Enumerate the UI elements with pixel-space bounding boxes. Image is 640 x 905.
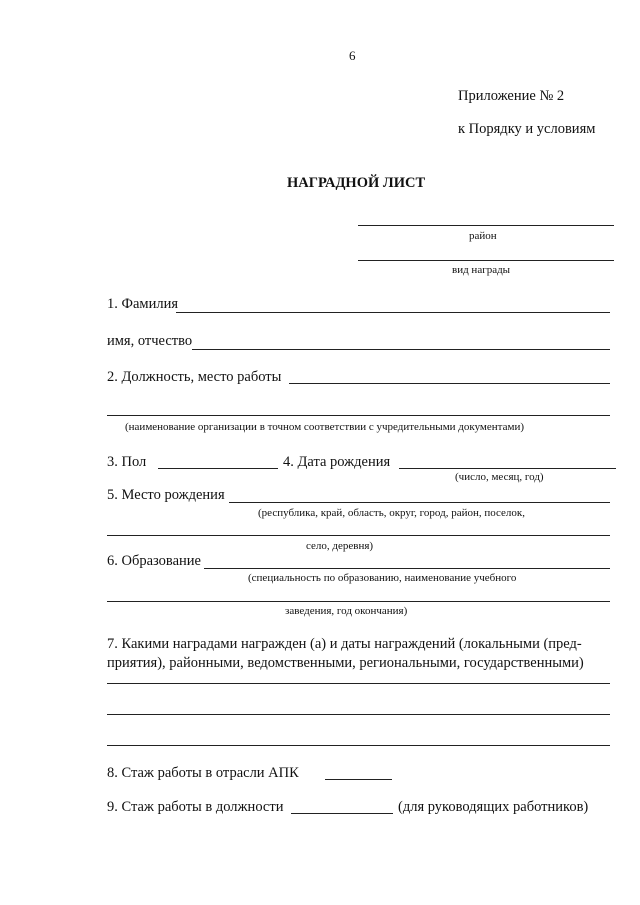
education-field-line-2[interactable] [107,601,610,602]
birthplace-caption-2: село, деревня) [306,540,374,552]
agro-experience-label: 8. Стаж работы в отрасли АПК [107,765,299,781]
sex-field-line[interactable] [158,468,278,469]
position-label: 2. Должность, место работы [107,369,282,385]
birthplace-field-line[interactable] [229,502,610,503]
organization-field-line[interactable] [107,415,610,416]
appendix-subtitle: к Порядку и условиям [458,121,596,137]
awards-field-line-3[interactable] [107,745,610,746]
surname-label: 1. Фамилия [107,296,178,312]
birthdate-caption: (число, месяц, год) [455,471,544,483]
birthdate-field-line[interactable] [399,468,616,469]
page-number: 6 [349,48,356,63]
education-field-line[interactable] [204,568,610,569]
surname-field-line[interactable] [176,312,610,313]
awards-field-line-1[interactable] [107,683,610,684]
position-experience-label: 9. Стаж работы в должности [107,799,284,815]
birthplace-field-line-2[interactable] [107,535,610,536]
education-caption-2: заведения, год окончания) [285,605,408,617]
agro-experience-field-line[interactable] [325,779,392,780]
birthdate-label: 4. Дата рождения [283,454,391,470]
birthplace-label: 5. Место рождения [107,487,225,503]
name-field-line[interactable] [192,349,610,350]
awards-question-line-2: приятия), районными, ведомственными, региональными, государственными) [107,655,584,671]
district-caption: район [469,230,497,242]
district-field-line[interactable] [358,225,614,226]
position-experience-field-line[interactable] [291,813,393,814]
awards-field-line-2[interactable] [107,714,610,715]
birthplace-caption-1: (республика, край, область, округ, город, район, поселок, [258,507,526,519]
education-label: 6. Образование [107,553,201,569]
position-experience-note: (для руководящих работников) [398,799,589,815]
position-field-line[interactable] [289,383,610,384]
education-caption-1: (специальность по образованию, наименование учебного [248,572,517,584]
awards-question-line-1: 7. Какими наградами награжден (а) и даты награждений (локальными (пред- [107,636,582,652]
sex-label: 3. Пол [107,454,147,470]
appendix-title: Приложение № 2 [458,88,565,104]
document-title: НАГРАДНОЙ ЛИСТ [287,175,426,191]
organization-caption: (наименование организации в точном соответствии с учредительными документами) [125,421,524,433]
name-label: имя, отчество [107,333,193,349]
award-type-field-line[interactable] [358,260,614,261]
award-type-caption: вид награды [452,264,511,276]
